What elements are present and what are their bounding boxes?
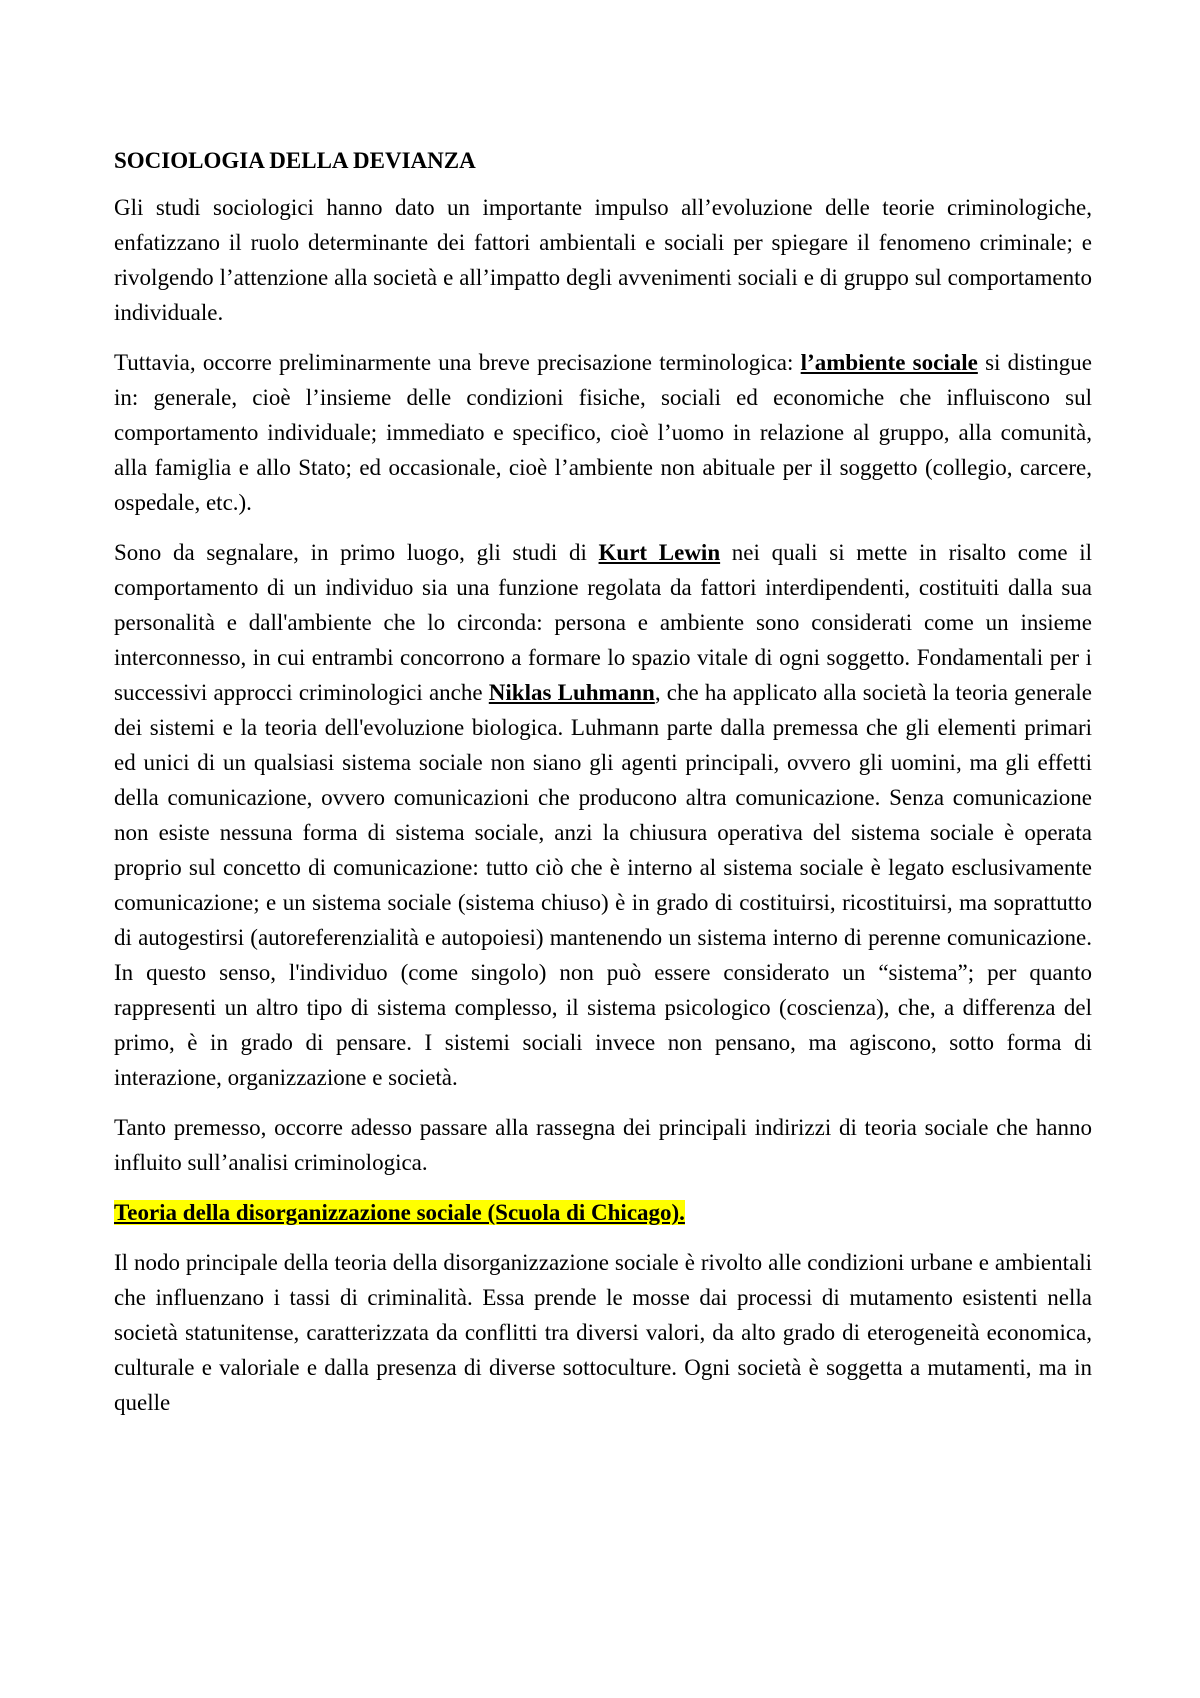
name-niklas-luhmann: Niklas Luhmann [488, 680, 655, 705]
paragraph-2 [114, 345, 1092, 520]
paragraph-3-text-3: , che ha applicato alla società la teoria generale dei sistemi e la teoria dell'evoluzione biologica. Luhmann parte dalla premessa che gli elementi primari ed unici di un qualsiasi sistema sociale non siano gli agenti principali, ovvero gli uomini, ma gli effetti della comunicazione, ovvero comunicazioni che producono altra comunicazione. Senza comunicazione non esiste nessuna forma di sistema sociale, anzi la chiusura operativa del sistema sociale è operata proprio sul concetto di comunicazione: tutto ciò che è interno al sistema sociale è legato esclusivamente comunicazione; e un sistema sociale (sistema chiuso) è in grado di costituirsi, ricostituirsi, ma soprattutto di autogestirsi (autoreferenzialità e autopoiesi) mantenendo un sistema interno di perenne comunicazione. In questo senso, l'individuo (come singolo) non può essere considerato un “sistema”; per quanto rappresenti un altro tipo di sistema complesso, il sistema psicologico (coscienza), che, a differenza del primo, è in grado di pensare. I sistemi sociali invece non pensano, ma agiscono, sotto forma di interazione, organizzazione e società. [114, 680, 1092, 1090]
section-heading-highlighted-text: Teoria della disorganizzazione sociale (Scuola di Chicago). [114, 1200, 685, 1225]
document-body [114, 143, 1092, 1435]
paragraph-2-text-before: Tuttavia, occorre preliminarmente una breve precisazione terminologica: [114, 350, 801, 375]
name-kurt-lewin: Kurt Lewin [598, 540, 721, 565]
paragraph-3-text-1: Sono da segnalare, in primo luogo, gli studi di [114, 540, 599, 565]
paragraph-4: Tanto premesso, occorre adesso passare alla rassegna dei principali indirizzi di teoria sociale che hanno influito sull’analisi criminologica. [114, 1115, 1092, 1175]
paragraph-3-text-2: nei quali si mette in risalto come il comportamento di un individuo sia una funzione regolata da fattori interdipendenti, costituiti dalla sua personalità e dall'ambiente che lo circonda: persona e ambiente sono considerati come un insieme interconnesso, in cui entrambi concorrono a formare lo spazio vitale di ogni soggetto. Fondamentali per i successivi approcci criminologici anche [114, 540, 1093, 705]
term-ambiente-sociale: l’ambiente sociale [800, 350, 978, 375]
paragraph-5: Il nodo principale della teoria della disorganizzazione sociale è rivolto alle condizioni urbane e ambientali che influenzano i tassi di criminalità. Essa prende le mosse dai processi di mutamento esistenti nella società statunitense, caratterizzata da conflitti tra diversi valori, da alto grado di eterogeneità economica, culturale e valoriale e dalla presenza di diverse sottoculture. Ogni società è soggetta a mutamenti, ma in quelle [114, 1250, 1092, 1415]
section-heading [114, 1195, 1092, 1230]
document-title: SOCIOLOGIA DELLA DEVIANZA [114, 148, 476, 173]
paragraph-3 [114, 535, 1092, 1095]
paragraph-1: Gli studi sociologici hanno dato un importante impulso all’evoluzione delle teorie criminologiche, enfatizzano il ruolo determinante dei fattori ambientali e sociali per spiegare il fenomeno criminale; e rivolgendo l’attenzione alla società e all’impatto degli avvenimenti sociali e di gruppo sul comportamento individuale. [114, 195, 1092, 325]
paragraph-2-text-after: si distingue in: generale, cioè l’insieme delle condizioni fisiche, sociali ed economiche che influiscono sul comportamento individuale; immediato e specifico, cioè l’uomo in relazione al gruppo, alla comunità, alla famiglia e allo Stato; ed occasionale, cioè l’ambiente non abituale per il soggetto (collegio, carcere, ospedale, etc.). [114, 350, 1093, 515]
